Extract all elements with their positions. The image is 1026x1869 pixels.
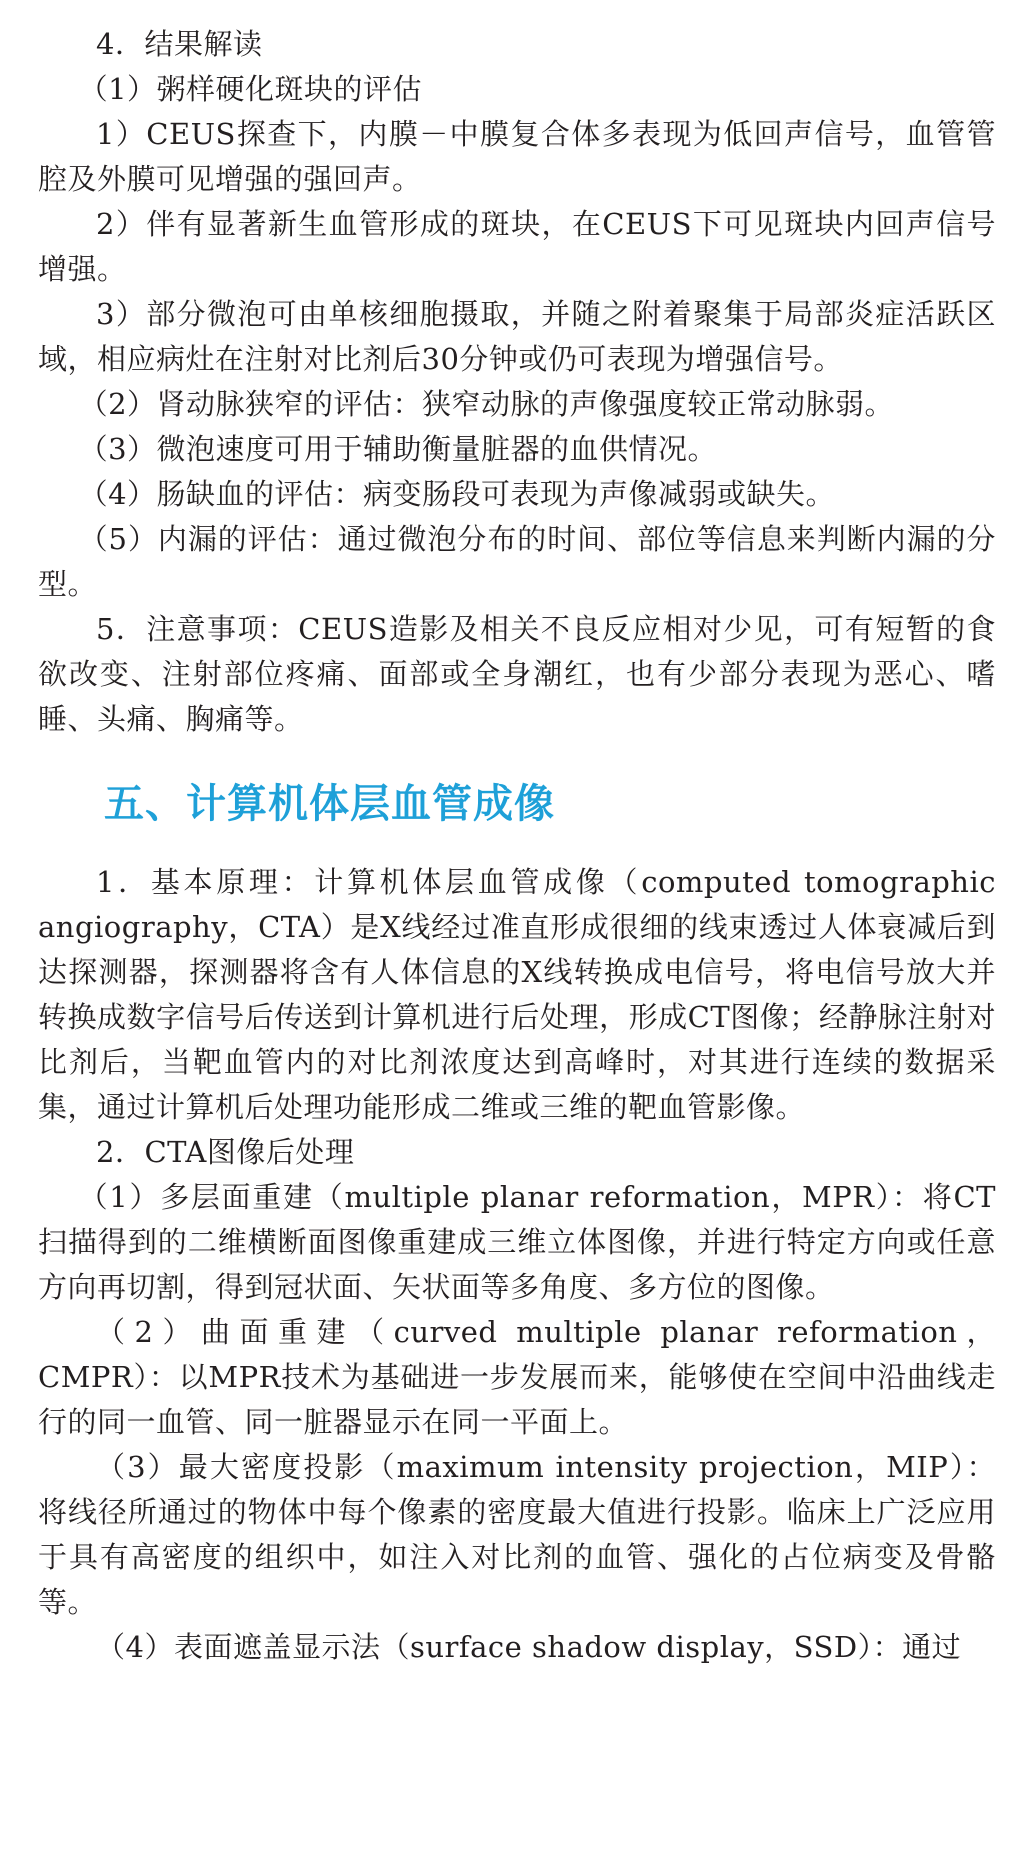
sub2-paragraph: （2）肾动脉狭窄的评估：狭窄动脉的声像强度较正常动脉弱。 bbox=[78, 387, 895, 421]
sub1-item1: 1）CEUS探查下，内膜－中膜复合体多表现为低回声信号，血管管腔及外膜可见增强的强回声。 bbox=[38, 117, 996, 196]
sub1-title: （1）粥样硬化斑块的评估 bbox=[78, 72, 423, 106]
sub1-item3: 3）部分微泡可由单核细胞摄取，并随之附着聚集于局部炎症活跃区域，相应病灶在注射对比剂后30分钟或仍可表现为增强信号。 bbox=[38, 297, 996, 376]
section5-paragraph: 5．注意事项：CEUS造影及相关不良反应相对少见，可有短暂的食欲改变、注射部位疼痛、面部或全身潮红，也有少部分表现为恶心、嗜睡、头痛、胸痛等。 bbox=[38, 612, 996, 736]
section4-title: 4．结果解读 bbox=[96, 27, 263, 61]
mip-paragraph: （3）最大密度投影（maximum intensity projection，MIP）：将线径所通过的物体中每个像素的密度最大值进行投影。临床上广泛应用于具有高密度的组织中，如注入对比剂的血管、强化的占位病变及骨骼等。 bbox=[38, 1450, 996, 1619]
document-page bbox=[38, 22, 996, 1670]
cta-postprocessing-title: 2．CTA图像后处理 bbox=[96, 1135, 355, 1169]
sub3-paragraph: （3）微泡速度可用于辅助衡量脏器的血供情况。 bbox=[78, 432, 718, 466]
mpr-paragraph: （1）多层面重建（multiple planar reformation，MPR）：将CT扫描得到的二维横断面图像重建成三维立体图像，并进行特定方向或任意方向再切割，得到冠状面、矢状面等多角度、多方位的图像。 bbox=[38, 1180, 996, 1304]
chapter-heading: 五、计算机体层血管成像 bbox=[104, 781, 555, 827]
ssd-paragraph: （4）表面遮盖显示法（surface shadow display，SSD）：通过 bbox=[96, 1630, 962, 1664]
sub1-item2: 2）伴有显著新生血管形成的斑块，在CEUS下可见斑块内回声信号增强。 bbox=[38, 207, 996, 286]
cmpr-paragraph: （2）曲面重建（curved multiple planar reformation，CMPR）：以MPR技术为基础进一步发展而来，能够使在空间中沿曲线走行的同一血管、同一脏器显示在同一平面上。 bbox=[38, 1315, 996, 1439]
sub4-paragraph: （4）肠缺血的评估：病变肠段可表现为声像减弱或缺失。 bbox=[78, 477, 836, 511]
cta-principle-paragraph: 1．基本原理：计算机体层血管成像（computed tomographic angiography，CTA）是X线经过准直形成很细的线束透过人体衰减后到达探测器，探测器将含有人体信息的X线转换成电信号，将电信号放大并转换成数字信号后传送到计算机进行后处理，形成CT图像；经静脉注射对比剂后，当靶血管内的对比剂浓度达到高峰时，对其进行连续的数据采集，通过计算机后处理功能形成二维或三维的靶血管影像。 bbox=[38, 865, 996, 1124]
sub5-paragraph: （5）内漏的评估：通过微泡分布的时间、部位等信息来判断内漏的分型。 bbox=[38, 522, 996, 601]
